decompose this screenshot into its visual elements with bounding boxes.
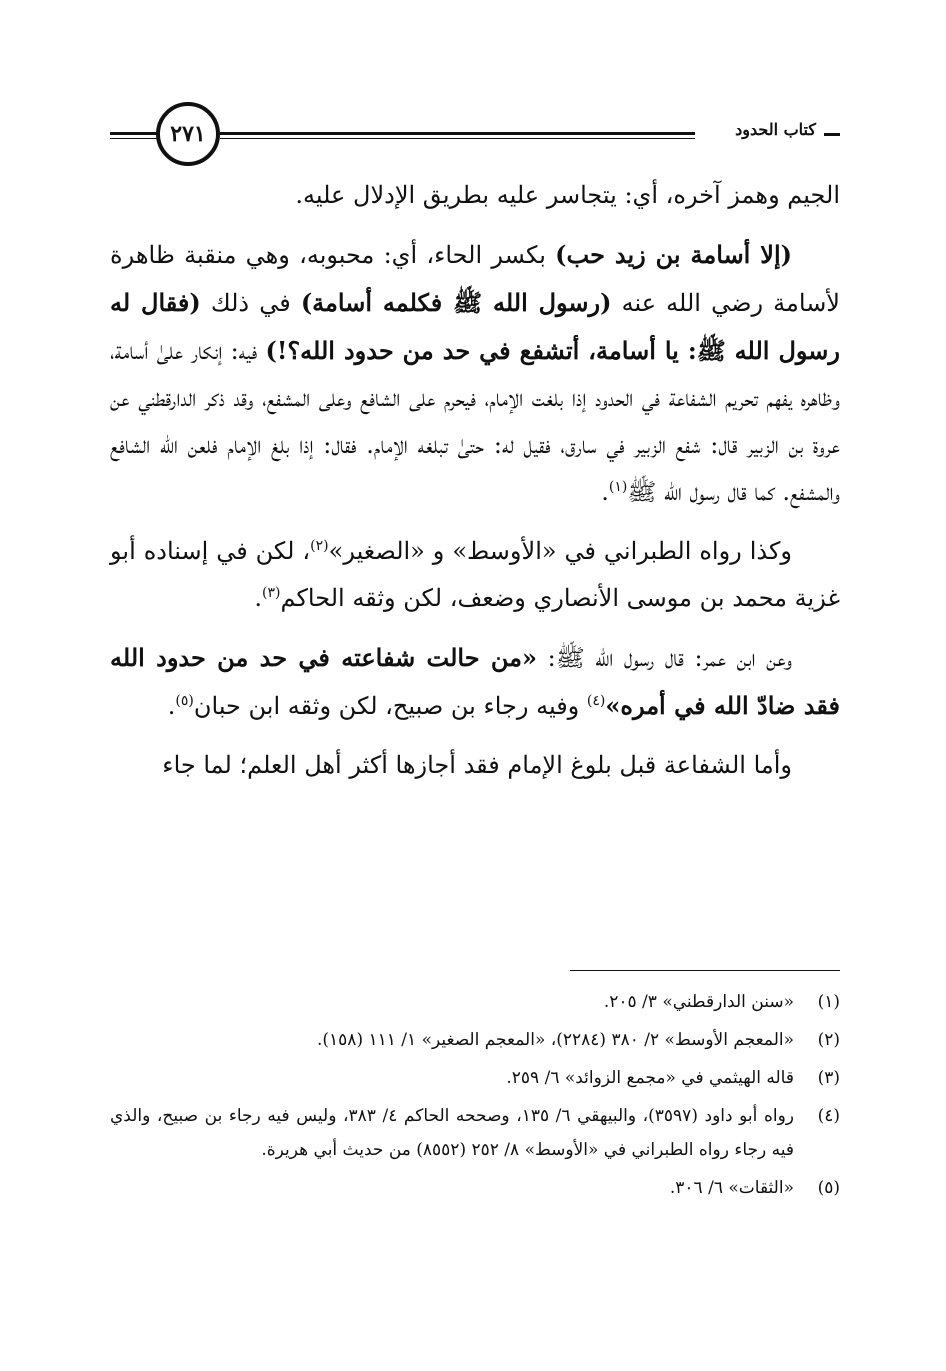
footnote-text: «المعجم الأوسط» ٢/ ٣٨٠ (٢٢٨٤)، «المعجم الصغير» ١/ ١١١ (١٥٨). xyxy=(316,1030,794,1050)
footnote-number: (٤) xyxy=(817,1106,840,1126)
footnote-ref[interactable]: (٤) xyxy=(586,693,606,709)
footnotes xyxy=(110,985,840,1209)
plain-text: في ذلك xyxy=(200,289,301,317)
header-rule xyxy=(220,132,695,135)
page-number: ٢٧١ xyxy=(156,102,220,166)
footnote xyxy=(110,985,840,1019)
footnote-text: «سنن الدارقطني» ٣/ ٢٠٥. xyxy=(603,992,794,1012)
footnote xyxy=(110,1023,840,1057)
main-text xyxy=(110,172,840,801)
bold-text: (إلا أسامة بن زيد حب) xyxy=(555,240,792,269)
title-mark xyxy=(824,133,840,136)
footnote-text: قاله الهيثمي في «مجمع الزوائد» ٦/ ٢٥٩. xyxy=(506,1068,794,1088)
footnote-number: (١) xyxy=(817,992,840,1012)
footnote-ref[interactable]: (٣) xyxy=(262,585,281,601)
paragraph-tail: . xyxy=(167,692,176,720)
header-rule-left xyxy=(110,132,158,135)
footnote-ref[interactable]: (٥) xyxy=(175,693,194,709)
page-header xyxy=(110,100,840,170)
footnote-number: (٥) xyxy=(817,1178,840,1198)
footnote-divider xyxy=(570,970,840,971)
paragraph-5 xyxy=(110,742,840,789)
header-rule-left-thin xyxy=(110,138,158,139)
paragraph-tail: . xyxy=(601,478,609,506)
paragraph-3 xyxy=(110,528,840,622)
paragraph-tail: وفيه رجاء بن صبيح، لكن وثقه ابن حبان xyxy=(193,692,587,720)
footnote-number: (٢) xyxy=(817,1030,840,1050)
footnote-text: رواه أبو داود (٣٥٩٧)، والبيهقي ٦/ ١٣٥، وصححه الحاكم ٤/ ٣٨٣، وليس فيه رجاء بن صبيح، والذي فيه رجاء رواه الطبراني في «الأوسط» ٨/ ٢٥٢ (٨٥٥٢) من حديث أبي هريرة. xyxy=(110,1106,794,1160)
footnote-number: (٣) xyxy=(817,1068,840,1088)
plain-text: وعن ابن عمر: قال رسول الله ﷺ: xyxy=(537,644,792,672)
footnote xyxy=(110,1171,840,1205)
footnote xyxy=(110,1099,840,1167)
paragraph-1 xyxy=(110,172,840,219)
plain-text: فيه: إنكار علىٰ أسامة، وظاهره يفهم تحريم الشفاعة في الحدود إذا بلغت الإمام، فيحرم على الشافع وعلى المشفع، وقد ذكر الدارقطني عن عروة بن الزبير قال: شفع الزبير في سارق، فقيل له: حتىٰ تبلغه الإمام. فقال: إذا بلغ الإمام فلعن الله الشافع والمشفع. كما قال رسول الله ﷺ xyxy=(110,337,840,506)
book-title: كتاب الحدود xyxy=(729,120,822,139)
bold-text: (فقال له رسول الله ﷺ: يا أسامة، أتشفع في حد من حدود الله؟!) xyxy=(110,288,840,365)
footnote xyxy=(110,1061,840,1095)
paragraph-4 xyxy=(110,634,840,730)
footnote-text: «الثقات» ٦/ ٣٠٦. xyxy=(669,1178,794,1198)
footnote-ref[interactable]: (٢) xyxy=(310,538,329,554)
bold-text: «من حالت شفاعته في حد من حدود الله فقد ضادّ الله في أمره» xyxy=(110,643,840,720)
paragraph-text xyxy=(110,241,840,506)
footnote-ref[interactable]: (١) xyxy=(608,479,628,495)
paragraph-tail: . xyxy=(254,584,263,612)
paragraph-text: وكذا رواه الطبراني في «الأوسط» و «الصغير» xyxy=(328,537,792,565)
header-rule-thin xyxy=(220,138,695,139)
bold-text: (رسول الله ﷺ فكلمه أسامة) xyxy=(300,288,612,317)
paragraph-tail: ، لكن في إسناده أبو غزية محمد بن موسى الأنصاري وضعف، لكن وثقه الحاكم xyxy=(110,537,840,612)
paragraph-text: وأما الشفاعة قبل بلوغ الإمام فقد أجازها أكثر أهل العلم؛ لما جاء xyxy=(162,751,792,779)
paragraph-text: الجيم وهمز آخره، أي: يتجاسر عليه بطريق الإدلال عليه. xyxy=(295,181,840,209)
paragraph-2 xyxy=(110,231,840,516)
plain-text: بكسر الحاء، أي: محبوبه، وهي منقبة ظاهرة لأسامة رضي الله عنه xyxy=(110,241,840,317)
